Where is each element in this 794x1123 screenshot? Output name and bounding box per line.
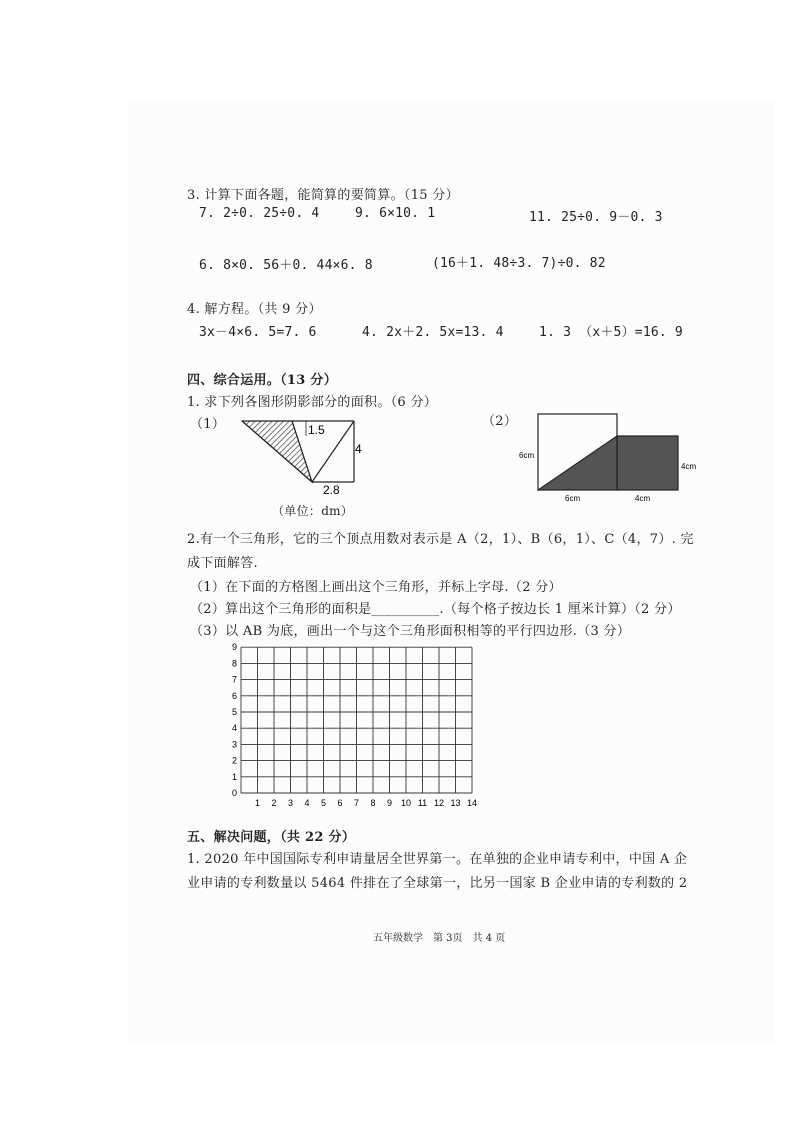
- grid-x-label: 11: [417, 798, 428, 808]
- fig2-left-label: 6cm: [519, 451, 535, 460]
- grid-x-label: 10: [400, 798, 412, 808]
- grid-x-label: 1: [254, 798, 261, 808]
- page-footer: 五年级数学 第 3页 共 4 页: [373, 933, 506, 944]
- fig1-top-label: 1.5: [308, 423, 325, 437]
- grid-x-label: 13: [450, 798, 461, 808]
- q2-line1: 2.有一个三角形，它的三个顶点用数对表示是 A（2，1）、B（6，1）、C（4，7）. 完: [187, 532, 694, 547]
- fig1-label: （1）: [190, 417, 226, 432]
- grid-x-label: 2: [271, 798, 277, 808]
- calc-expr-2: 9. 6×10. 1: [355, 206, 436, 221]
- grid-x-label: 6: [337, 798, 343, 808]
- fig2-label: （2）: [482, 414, 518, 429]
- figure-2: [515, 408, 700, 508]
- grid-x-label: 7: [353, 798, 360, 808]
- fig2-right-label: 4cm: [681, 462, 697, 471]
- grid-y-label: 7: [231, 674, 237, 685]
- grid-y-label: 8: [231, 658, 237, 669]
- part5-q1-line2: 业申请的专利数量以 5464 件排在了全球第一，比另一国家 B 企业申请的专利数的 2: [187, 876, 688, 891]
- calc-expr-3: 11. 25÷0. 9－0. 3: [529, 210, 663, 225]
- scanned-page: [128, 100, 774, 1045]
- grid-x-label: 4: [304, 798, 310, 808]
- shaded-region: [538, 436, 678, 490]
- fig1-unit: （单位：dm）: [272, 504, 354, 518]
- grid-y-label: 9: [231, 642, 237, 653]
- grid-y-label: 2: [231, 755, 237, 766]
- grid-y-label: 5: [231, 707, 237, 717]
- calc-expr-5: (16＋1. 48÷3. 7)÷0. 82: [432, 256, 606, 271]
- q2-part-a: （1）在下面的方格图上画出这个三角形，并标上字母.（2 分）: [190, 580, 562, 595]
- equation-2: 4. 2x＋2. 5x=13. 4: [362, 325, 504, 340]
- calc-expr-4: 6. 8×0. 56＋0. 44×6. 8: [199, 258, 373, 273]
- section4-heading: 4. 解方程。（共 9 分）: [187, 302, 322, 317]
- calc-expr-1: 7. 2÷0. 25÷0. 4: [199, 206, 320, 221]
- fig2-bottom2-label: 4cm: [635, 494, 651, 503]
- fig2-bottom1-label: 6cm: [565, 494, 581, 503]
- grid-x-label: 3: [287, 798, 294, 808]
- equation-3: 1. 3 （x＋5）=16. 9: [539, 325, 683, 340]
- grid-x-label: 9: [386, 798, 393, 808]
- grid-y-label: 1: [231, 771, 237, 782]
- grid-x-label: 5: [320, 798, 327, 808]
- grid-y-label: 6: [231, 690, 237, 701]
- part5-q1-line1: 1. 2020 年中国国际专利申请量居全世界第一。在单独的企业申请专利中，中国 A 企: [187, 852, 688, 867]
- q2-part-c: （3）以 AB 为底，画出一个与这个三角形面积相等的平行四边形.（3 分）: [190, 624, 631, 639]
- grid-y-label: 0: [231, 788, 237, 798]
- grid-y-label: 3: [231, 739, 237, 750]
- fig1-bottom-label: 2.8: [323, 483, 340, 497]
- fig1-side-label: 4: [355, 442, 362, 456]
- grid-x-label: 14: [466, 798, 478, 808]
- equation-1: 3x－4×6. 5=7. 6: [199, 325, 317, 340]
- section3-heading: 3. 计算下面各题，能简算的要简算。（15 分）: [187, 188, 459, 203]
- part5-heading: 五、解决问题，（共 22 分）: [187, 830, 356, 845]
- coordinate-grid: [225, 640, 485, 815]
- q2-part-b: （2）算出这个三角形的面积是__________.（每个格子按边长 1 厘米计算）（2 分）: [190, 602, 681, 617]
- grid-y-label: 4: [231, 723, 237, 734]
- grid-x-label: 8: [370, 798, 376, 808]
- part4-heading: 四、综合运用。（13 分）: [187, 373, 338, 388]
- part4-q1: 1. 求下列各图形阴影部分的面积。（6 分）: [187, 395, 438, 410]
- q2-line2: 成下面解答.: [187, 556, 258, 571]
- grid-x-label: 12: [433, 798, 445, 808]
